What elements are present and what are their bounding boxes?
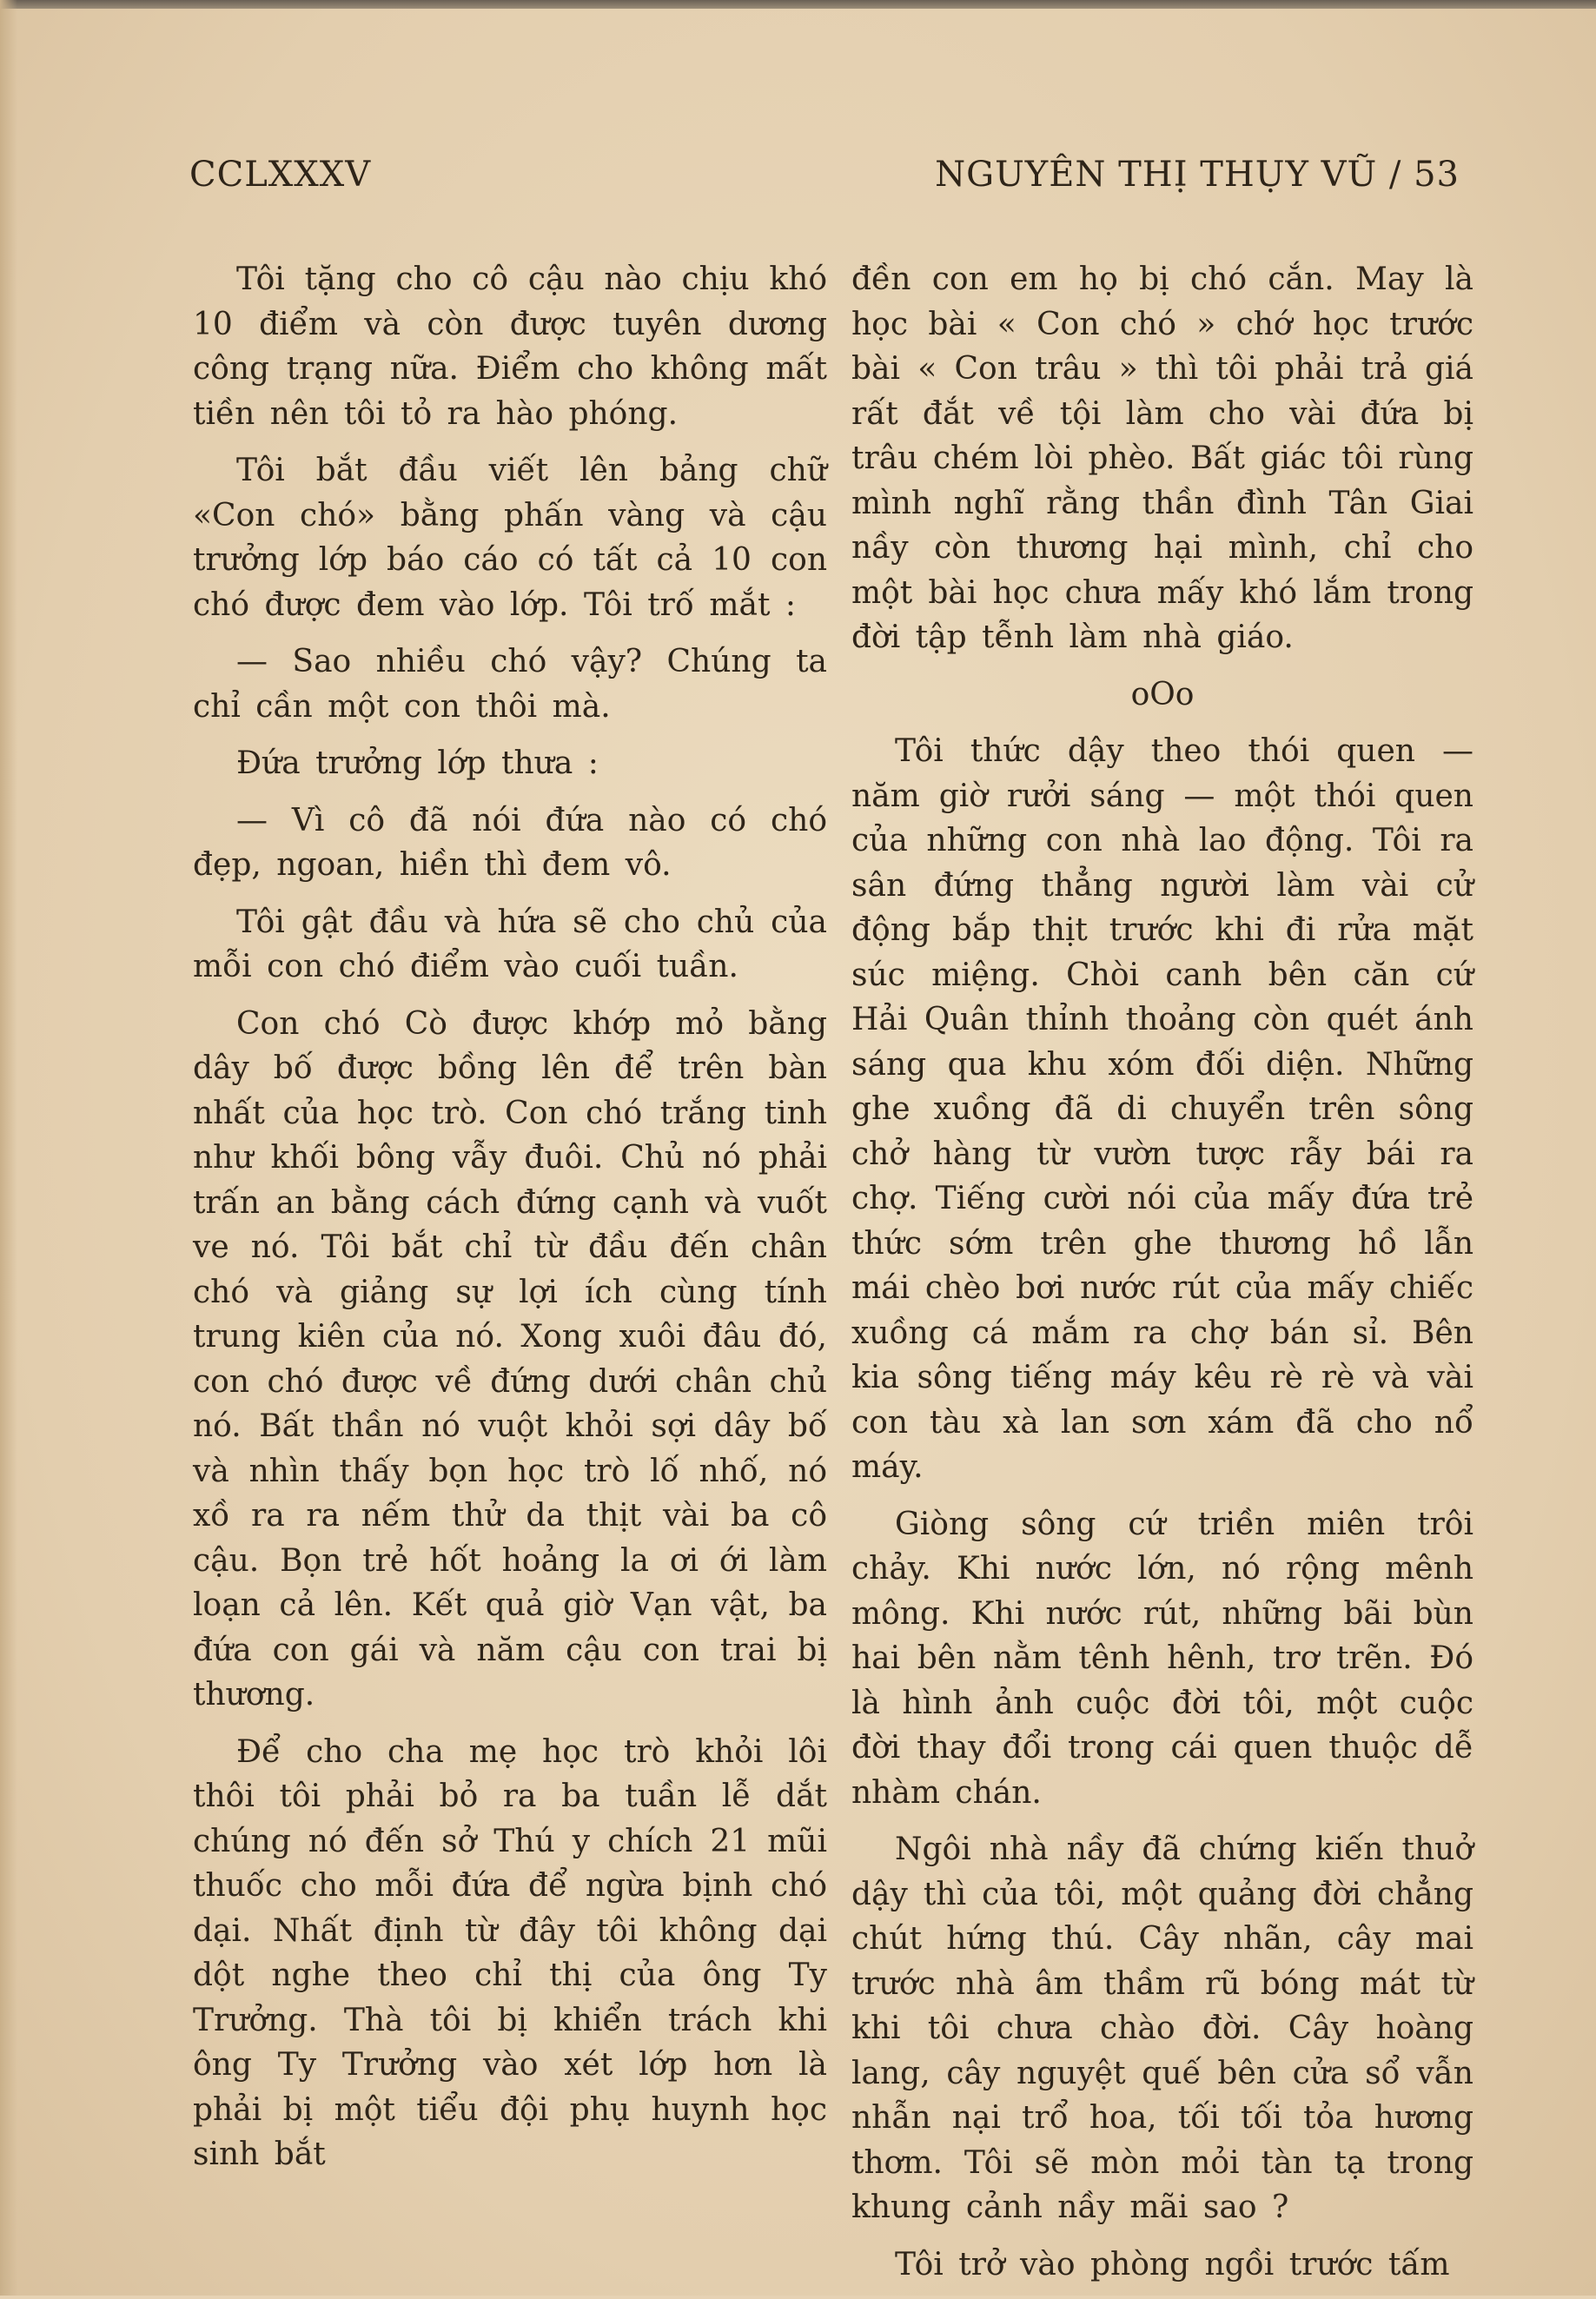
paragraph: Tôi trở vào phòng ngồi trước tấm [895,2246,1450,2282]
paragraph: Để cho cha mẹ học trò khỏi lôi thôi tôi phải bỏ ra ba tuần lễ dắt chúng nó đến sở Thú y chích 21 mũi thuốc cho mỗi đứa để ngừa bịnh chó dại. Nhất định từ đây tôi không dại dột nghe theo chỉ thị của ông Ty Trưởng. Thà tôi bị khiển trách khi ông Ty Trưởng vào xét lớp hơn là phải bị một tiểu đội phụ huynh học sinh bắt [193,1733,827,2172]
paragraph-continued: đền con em họ bị chó cắn. May là học bài « Con chó » chớ học trước bài « Con trâu » thì tôi phải trả giá rất đắt về tội làm cho vài đứa bị trâu chém lòi phèo. Bất giác tôi rùng mình nghĩ rằng thần đình Tân Giai nầy còn thương hại mình, chỉ cho một bài học chưa mấy khó lắm trong đời tập tễnh làm nhà giáo. [851,262,1473,655]
paragraph: Tôi thức dậy theo thói quen — năm giờ rưởi sáng — một thói quen của những con nhà lao động. Tôi ra sân đứng thẳng người làm vài cử động bắp thịt trước khi đi rửa mặt súc miệng. Chòi canh bên căn cứ Hải Quân thỉnh thoảng còn quét ánh sáng qua khu xóm đối diện. Những ghe xuồng đã di chuyển trên sông chở hàng từ vườn tược rẫy bái ra chợ. Tiếng cười nói của mấy đứa trẻ thức sớm trên ghe thương hồ lẫn mái chèo bơi nước rút của mấy chiếc xuồng cá mắm ra chợ bán sỉ. Bên kia sông tiếng máy kêu rè rè và vài con tàu xà lan sơn xám đã cho nổ máy. [851,733,1473,1485]
chapter-number: CCLXXXV [189,155,372,195]
paragraph: Đứa trưởng lớp thưa : [236,745,599,781]
paragraph: Tôi bắt đầu viết lên bảng chữ «Con chó» bằng phấn vàng và cậu trưởng lớp báo cáo có tất cả 10 con chó được đem vào lớp. Tôi trố mắt : [193,453,827,623]
author-and-page-number: NGUYÊN THỊ THỤY VŨ / 53 [935,155,1460,195]
page-header [189,146,1460,207]
paragraph: Con chó Cò được khớp mỏ bằng dây bố được bồng lên để trên bàn nhất của học trò. Con chó trắng tinh như khối bông vẫy đuôi. Chủ nó phải trấn an bằng cách đứng cạnh và vuốt ve nó. Tôi bắt chỉ từ đầu đến chân chó và giảng sự lợi ích cùng tính trung kiên của nó. Xong xuôi đâu đó, con chó được về đứng dưới chân chủ nó. Bất thần nó vuột khỏi sợi dây bố và nhìn thấy bọn học trò lố nhố, nó xồ ra ra nếm thử da thịt vài ba cô cậu. Bọn trẻ hốt hoảng la ơi ới làm loạn cả lên. Kết quả giờ Vạn vật, ba đứa con gái và năm cậu con trai bị thương. [193,1005,827,1713]
paragraph: Tôi tặng cho cô cậu nào chịu khó 10 điểm và còn được tuyên dương công trạng nữa. Điểm cho không mất tiền nên tôi tỏ ra hào phóng. [193,262,827,432]
section-separator: oOo [1130,676,1195,712]
top-edge [0,0,1596,9]
right-column [851,257,1473,2299]
paragraph: Tôi gật đầu và hứa sẽ cho chủ của mỗi con chó điểm vào cuối tuần. [193,904,827,984]
paragraph: Ngôi nhà nầy đã chứng kiến thuở dậy thì của tôi, một quảng đời chẳng chút hứng thú. Cây nhãn, cây mai trước nhà âm thầm rũ bóng mát từ khi tôi chưa chào đời. Cây hoàng lang, cây nguyệt quế bên cửa sổ vẫn nhẫn nại trổ hoa, tối tối tỏa hương thơm. Tôi sẽ mòn mỏi tàn tạ trong khung cảnh nầy mãi sao ? [851,1832,1473,2225]
left-column [193,257,827,2190]
dialogue-line: — Sao nhiều chó vậy? Chúng ta chỉ cần một con thôi mà. [193,644,827,725]
page-edge-shadow [0,0,17,2296]
paragraph: Giòng sông cứ triền miên trôi chảy. Khi nước lớn, nó rộng mênh mông. Khi nước rút, những bãi bùn hai bên nằm tênh hênh, trơ trẽn. Đó là hình ảnh cuộc đời tôi, một cuộc đời thay đổi trong cái quen thuộc dễ nhàm chán. [851,1506,1473,1811]
dialogue-line: — Vì cô đã nói đứa nào có chó đẹp, ngoan, hiền thì đem vô. [193,802,827,883]
